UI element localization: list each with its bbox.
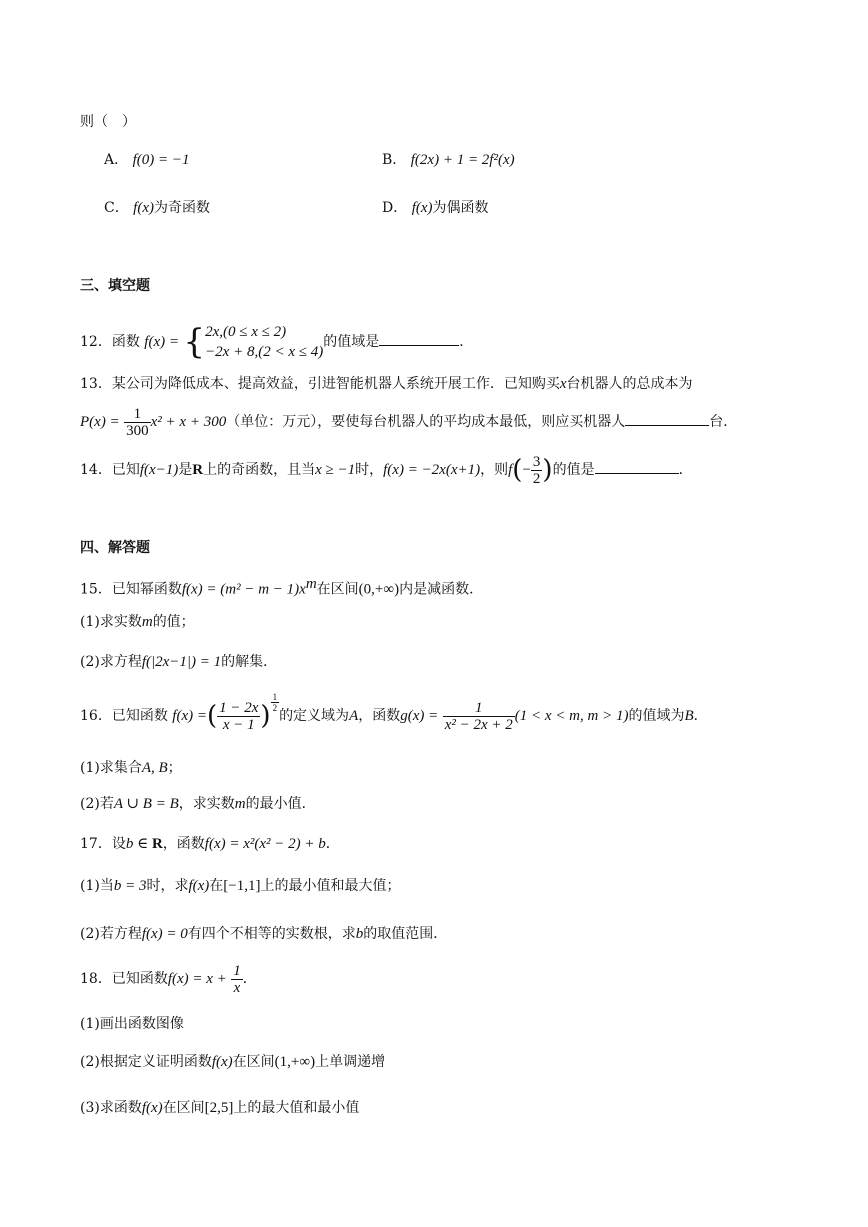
q18-number: 18． — [80, 971, 112, 987]
q13-line1 — [80, 374, 693, 394]
q15-text: 内是减函数． — [399, 581, 484, 598]
q18-part1: (1)画出函数图像 — [80, 1016, 184, 1032]
q14-fraction: $\frac{3}{2}$ — [532, 453, 541, 487]
q14-math: x ≥ −1 — [315, 462, 356, 478]
q12 — [80, 322, 473, 362]
paren: ( — [512, 455, 523, 485]
q13-number: 13． — [80, 376, 112, 392]
q12-brace: { — [183, 322, 206, 362]
q11-stem: 则（ ） — [80, 114, 136, 130]
q18: 18．已知函数f(x) = x + $\frac{1}{x}$ ． — [80, 962, 257, 996]
option-label: C． — [104, 200, 129, 216]
q17-part1: (1)当b = 3时，求f(x)在[−1,1]上的最小值和最大值； — [80, 878, 401, 894]
q15-part2: (2)求方程f(|2x−1|) = 1的解集． — [80, 654, 278, 670]
q15-text: 已知幂函数 — [111, 581, 182, 598]
q13-rest: x² + x + 300 — [150, 414, 227, 430]
q11-option-a — [104, 150, 189, 170]
q14-answer-blank[interactable] — [595, 459, 679, 474]
option-text: 为偶函数 — [432, 200, 489, 216]
q14-math: f — [508, 462, 513, 478]
q13-fraction: $\frac{1}{300}$ — [126, 405, 149, 439]
q18-part2: (2)根据定义证明函数f(x)在区间(1,+∞)上单调递增 — [80, 1054, 386, 1070]
paren: ) — [542, 455, 553, 485]
q14: 14．已知f(x−1)是R上的奇函数，且当x ≥ −1时，f(x) = −2x(x+1)，则f(− $\frac{3}{2}$ )的值是 ． — [80, 453, 693, 487]
q16: 16．已知函数 f(x) =( $\frac{1 - 2x}{x - 1}$ ) $\frac{1}{2}$ 的定义域为A，函数g(x) = $\frac{1}{\text{x² − 2x + 2}}$ (1 < x < m, m > 1)的值域为B． — [80, 691, 708, 733]
q12-cases — [205, 322, 323, 362]
q15-text: 在区间 — [316, 581, 359, 598]
q13-text-b: 台机器人的总成本为 — [566, 376, 693, 392]
q14-text: 是 — [178, 462, 193, 478]
q14-text: 上的奇函数，且当 — [203, 462, 316, 478]
q18-fraction: $\frac{1}{x}$ — [233, 962, 241, 996]
q14-text: 的值是 — [552, 462, 595, 478]
q16-math: f(x) = — [172, 708, 207, 724]
q13-px: P(x) = — [80, 414, 120, 430]
section-title-solutions: 四、解答题 — [80, 540, 150, 556]
q14-text: 已知 — [111, 462, 140, 478]
q16-part2: (2)若A ∪ B = B，求实数m的最小值． — [80, 796, 316, 812]
q13-answer-blank[interactable] — [625, 411, 709, 426]
q15-part1: (1)求实数m的值； — [80, 614, 195, 630]
q16-text: 已知函数 — [111, 708, 168, 724]
section-title-fill-in: 三、填空题 — [80, 278, 150, 294]
option-math: f(x) — [411, 200, 433, 216]
q14-end: ． — [678, 462, 693, 478]
option-math: f(2x) + 1 = 2f²(x) — [410, 152, 515, 168]
q13-text2: （单位：万元），要使每台机器人的平均成本最低，则应买机器人 — [226, 414, 626, 430]
q12-number: 12． — [80, 334, 112, 350]
option-label: A． — [104, 152, 129, 168]
option-math: f(0) = −1 — [132, 152, 190, 168]
q17-part2: (2)若方程f(x) = 0有四个不相等的实数根，求b的取值范围． — [80, 926, 448, 942]
q12-answer-blank[interactable] — [379, 331, 459, 346]
q18-part3: (3)求函数f(x)在区间[2,5]上的最大值和最小值 — [80, 1100, 360, 1116]
q11-option-b — [382, 150, 515, 170]
q11-option-d — [382, 198, 489, 218]
q14-text: 时， — [355, 462, 384, 478]
q14-math: f(x−1) — [139, 462, 179, 478]
q13-line2 — [80, 404, 737, 440]
option-label: D． — [382, 200, 408, 216]
q15-math: f(x) = (m² − m − 1)x — [181, 581, 306, 598]
q12-fx: f(x) = — [144, 334, 179, 350]
q17-number: 17． — [80, 836, 112, 852]
q14-math: f(x) = −2x(x+1) — [383, 462, 481, 478]
q12-text: 函数 — [111, 334, 140, 350]
q16-exponent: $\frac{1}{2}$ — [272, 691, 278, 713]
q13-text: 某公司为降低成本、提高效益，引进智能机器人系统开展工作．已知购买 — [111, 376, 560, 392]
q14-text: ，则 — [480, 462, 509, 478]
q12-end: ． — [459, 334, 474, 350]
q15-number: 15． — [80, 581, 112, 598]
q15-math: (0,+∞) — [358, 581, 400, 598]
q12-case2: −2x + 8,(2 < x ≤ 4) — [205, 344, 324, 360]
q17: 17．设b ∈ R，函数f(x) = x²(x² − 2) + b． — [80, 836, 340, 852]
q14-number: 14． — [80, 462, 112, 478]
q16-g-fraction: $\frac{1}{\text{x² − 2x + 2}}$ — [444, 699, 513, 733]
q12-text2: 的值域是 — [323, 334, 380, 350]
option-math: f(x) — [133, 200, 154, 216]
option-label: B． — [382, 152, 407, 168]
q16-text: 的定义域为 — [279, 708, 350, 724]
q16-number: 16． — [80, 708, 112, 724]
q16-f-fraction: $\frac{1 - 2x}{x - 1}$ — [219, 699, 259, 733]
q15 — [80, 574, 483, 600]
q14-set-R: R — [192, 462, 204, 478]
option-text: 为奇函数 — [154, 200, 210, 216]
q16-part1: (1)求集合A, B； — [80, 760, 182, 776]
q12-case1: 2x,(0 ≤ x ≤ 2) — [205, 324, 287, 340]
q13-end: 台． — [709, 414, 738, 430]
q11-option-c — [104, 198, 210, 218]
q13-var: x — [559, 376, 567, 392]
q15-sup: m — [305, 576, 317, 592]
